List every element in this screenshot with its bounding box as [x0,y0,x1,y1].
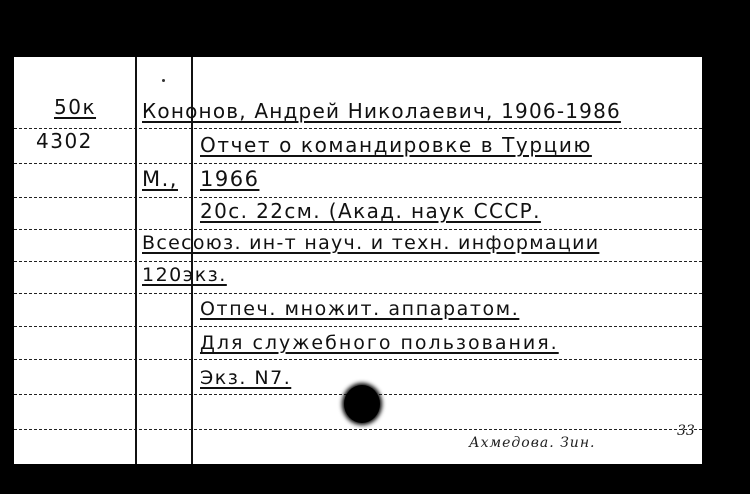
copy-number: Экз. N7. [200,367,292,389]
ruled-line [14,326,702,327]
handwritten-signature: Ахмедова. Зин. [469,435,596,451]
ruled-line [14,293,702,294]
title-line: Отчет о командировке в Турцию [200,133,592,157]
speck [162,79,165,82]
ruled-line [14,163,702,164]
ruled-line [14,229,702,230]
ruled-line [14,429,702,430]
author-line: Кононов, Андрей Николаевич, 1906-1986 [142,99,621,123]
ruled-line [14,359,702,360]
inventory-number: 4302 [36,129,93,153]
ruled-line [14,261,702,262]
place-of-publication: М., [142,167,178,191]
ruled-line [14,197,702,198]
call-number: 50к [54,95,97,119]
institution: Всесоюз. ин-т науч. и техн. информации [142,232,600,254]
ruled-line [14,128,702,129]
publication-year: 1966 [200,167,260,191]
copies-count: 120экз. [142,264,227,286]
margin-line [135,57,137,464]
catalog-card [14,57,702,464]
page-mark: 33 [677,423,695,439]
reproduction-note: Отпеч. множит. аппаратом. [200,298,520,320]
ink-blot [344,385,380,423]
restriction-note: Для служебного пользования. [200,332,559,354]
physical-description: 20с. 22см. (Акад. наук СССР. [200,199,541,223]
